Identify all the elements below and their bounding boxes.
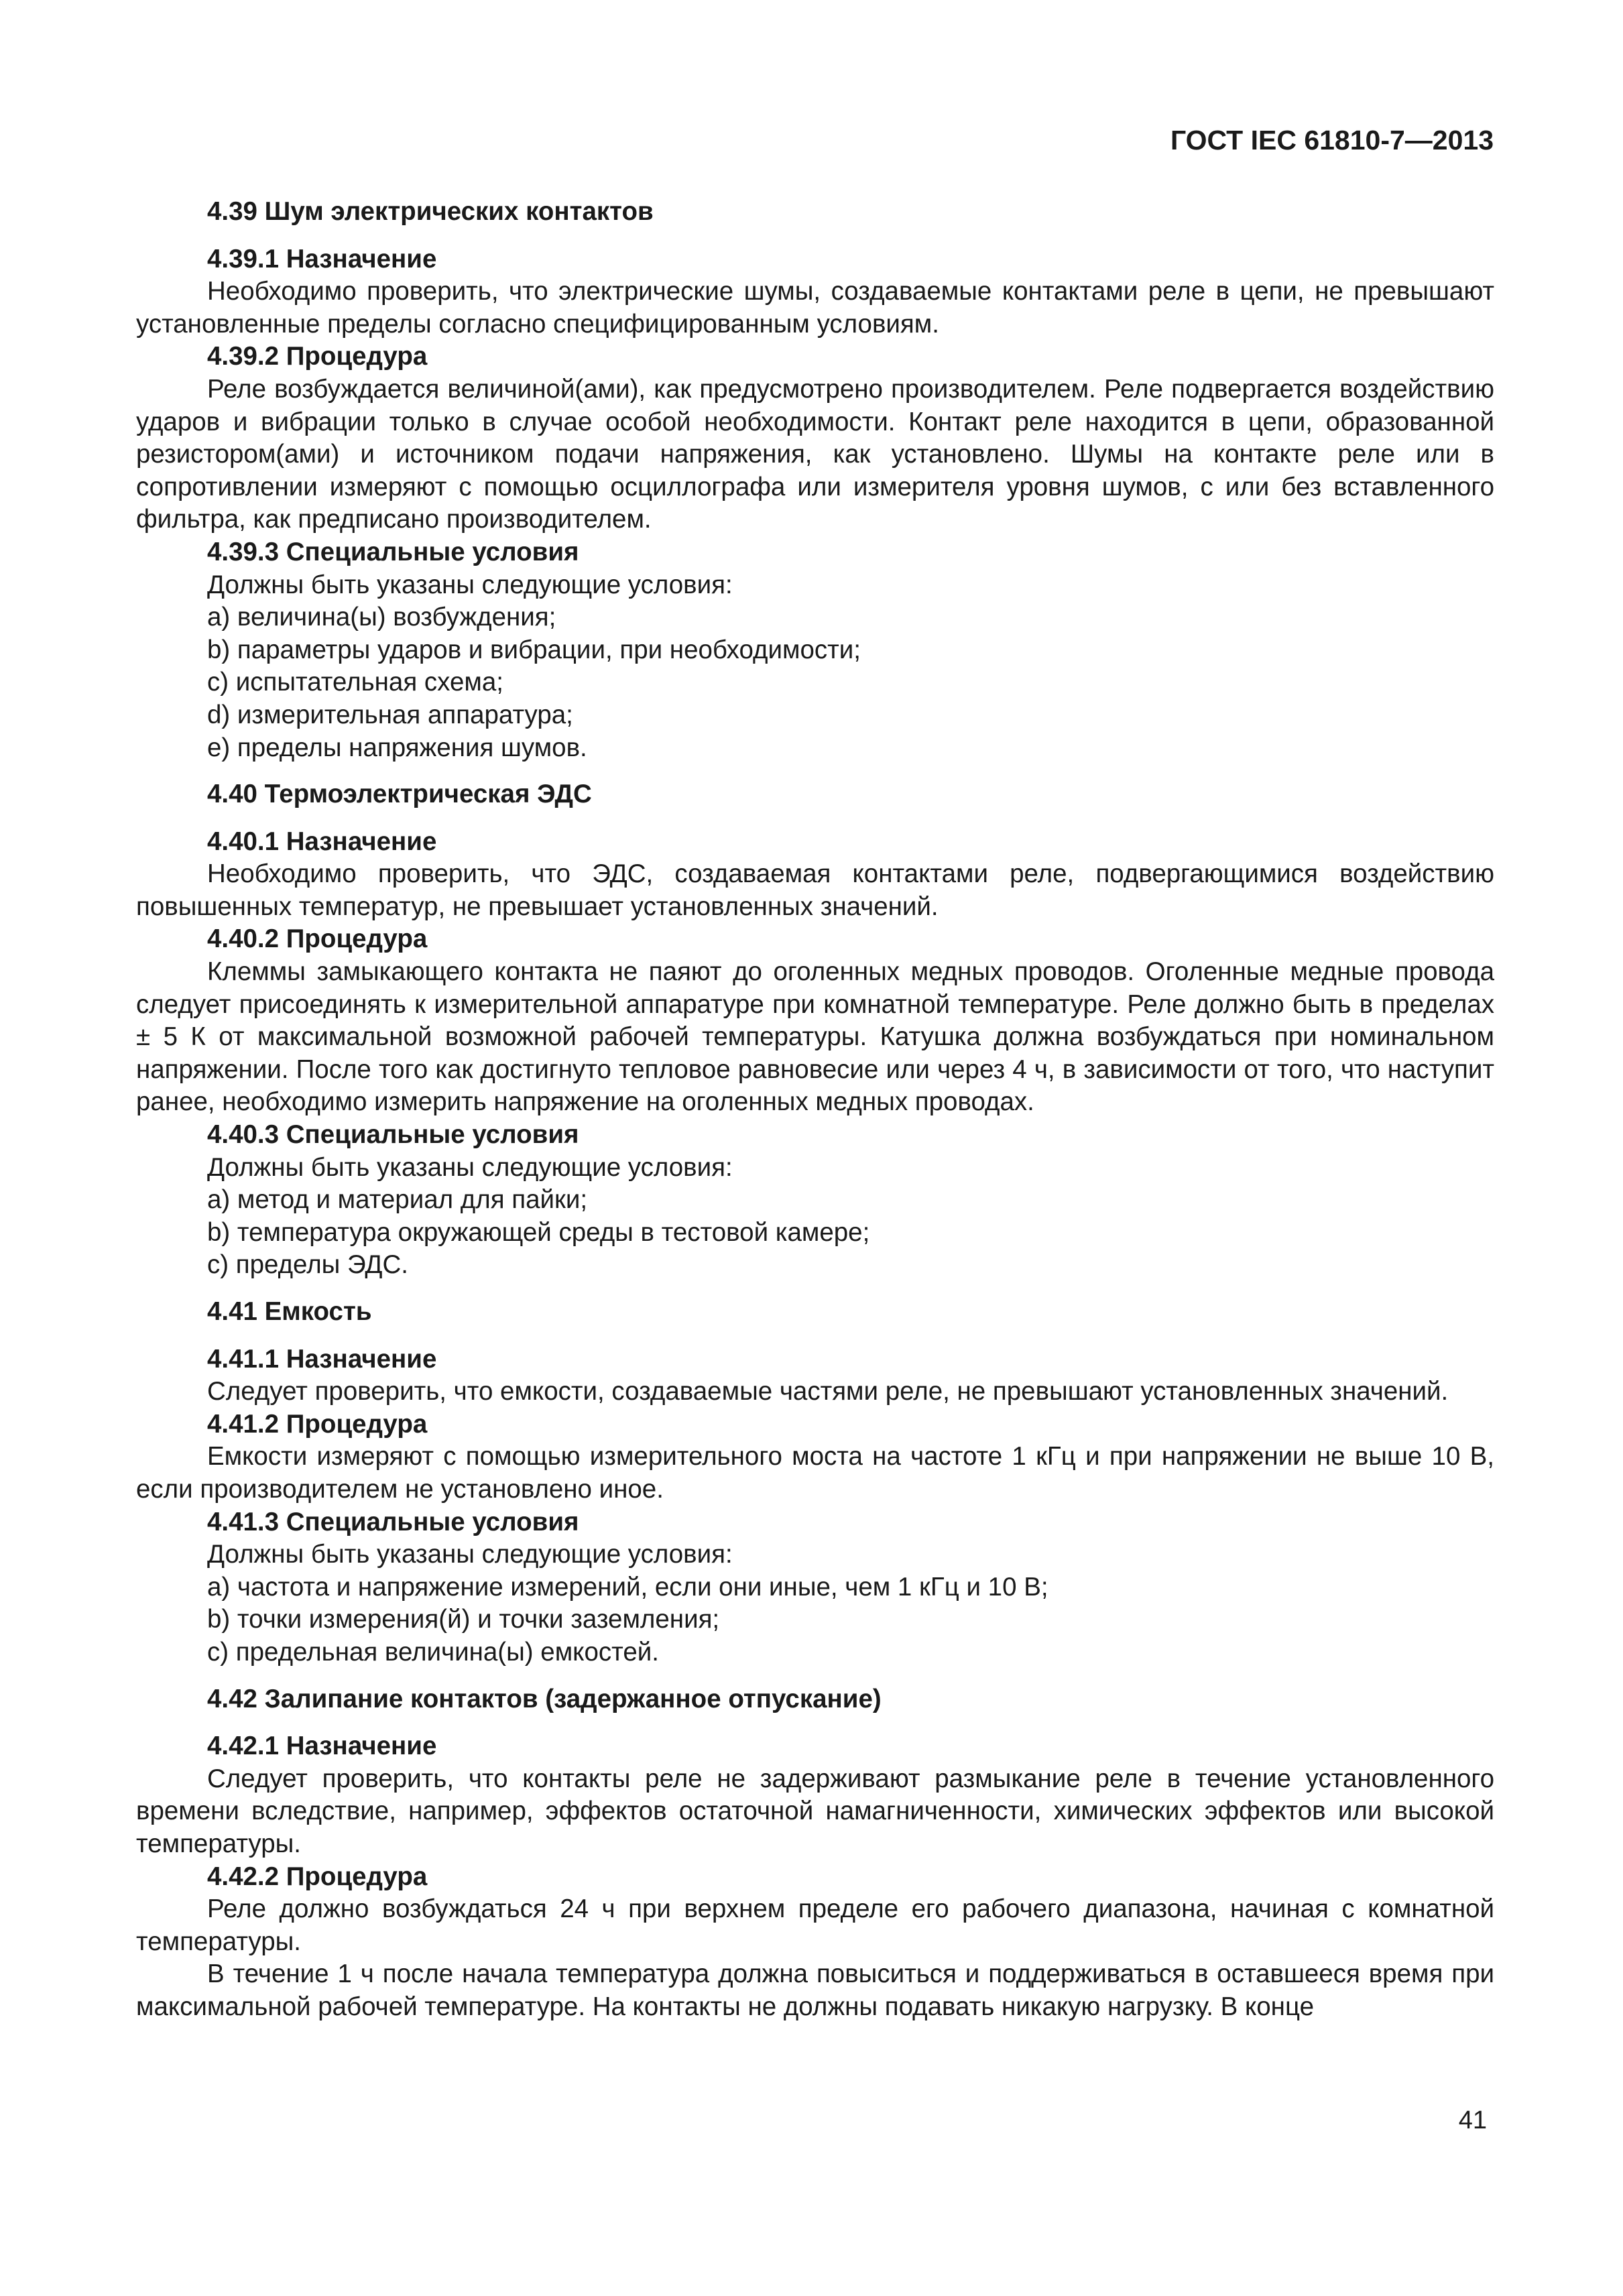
subsection-title-4-40-3: 4.40.3 Специальные условия [207,1120,579,1150]
list-item: c) испытательная схема; [207,668,503,697]
subsection-title-4-40-1: 4.40.1 Назначение [207,827,437,856]
paragraph-4-40-2: Клеммы замыкающего контакта не паяют до оголенных медных проводов. Оголенные медные провода следует присоединять к измерительной аппаратуре при комнатной температуре. Реле должно быть в пределах ± 5 К от максимальной возможной рабочей температуры. Катушка должна возбуждаться при номинальном напряжении. После того как достигнуто тепловое равновесие или через 4 ч, в зависимости от того, что наступит ранее, необходимо измерить напряжение на оголенных медных проводах. [136,957,1494,1117]
subsection-title-4-41-1: 4.41.1 Назначение [207,1344,437,1374]
subsection-title-4-39-2: 4.39.2 Процедура [207,342,428,371]
document-body [136,196,1494,2023]
section-title-4-42: 4.42 Залипание контактов (задержанное отпускание) [207,1684,882,1713]
conditions-intro-4-41-3: Должны быть указаны следующие условия: [207,1540,733,1569]
list-item: a) частота и напряжение измерений, если они иные, чем 1 кГц и 10 В; [207,1572,1048,1602]
subsection-title-4-39-3: 4.39.3 Специальные условия [207,537,579,566]
conditions-intro-4-40-3: Должны быть указаны следующие условия: [207,1152,733,1182]
list-item: d) измерительная аппаратура; [207,700,573,729]
paragraph-4-42-1: Следует проверить, что контакты реле не задерживают размыкание реле в течение установленного времени вследствие, например, эффектов остаточной намагниченности, химических эффектов или высокой температуры. [136,1764,1494,1858]
list-item: b) температура окружающей среды в тестовой камере; [207,1217,870,1247]
list-item: e) пределы напряжения шумов. [207,733,587,762]
paragraph-4-39-1: Необходимо проверить, что электрические шумы, создаваемые контактами реле в цепи, не превышают установленные пределы согласно специфицированным условиям. [136,277,1494,339]
paragraph-4-39-2: Реле возбуждается величиной(ами), как предусмотрено производителем. Реле подвергается воздействию ударов и вибрации только в случае особой необходимости. Контакт реле находится в цепи, образованной резистором(ами) и источником подачи напряжения, как установлено. Шумы на контакте реле или в сопротивлении измеряют с помощью осциллографа или измерителя уровня шумов, с или без вставленного фильтра, как предписано производителем. [136,374,1494,534]
subsection-title-4-41-3: 4.41.3 Специальные условия [207,1507,579,1536]
page-number: 41 [1458,2106,1487,2134]
subsection-title-4-41-2: 4.41.2 Процедура [207,1409,428,1439]
page-header-standard-code: ГОСТ IEC 61810-7—2013 [1170,125,1494,156]
section-title-4-39: 4.39 Шум электрических контактов [207,197,654,226]
subsection-title-4-39-1: 4.39.1 Назначение [207,244,437,274]
paragraph-4-42-2-continued: В течение 1 ч после начала температура должна повыситься и поддерживаться в оставшееся время при максимальной рабочей температуре. На контакты не должны подавать никакую нагрузку. В конце [136,1959,1494,2021]
list-item: a) метод и материал для пайки; [207,1185,588,1215]
list-item: b) параметры ударов и вибрации, при необходимости; [207,635,861,664]
subsection-title-4-42-1: 4.42.1 Назначение [207,1732,437,1761]
section-title-4-40: 4.40 Термоэлектрическая ЭДС [207,780,592,809]
paragraph-4-41-2: Емкости измеряют с помощью измерительного моста на частоте 1 кГц и при напряжении не выше 10 В, если производителем не установлено иное. [136,1442,1494,1504]
paragraph-4-40-1: Необходимо проверить, что ЭДС, создаваемая контактами реле, подвергающимися воздействию повышенных температур, не превышает установленных значений. [136,859,1494,921]
list-item: b) точки измерения(й) и точки заземления; [207,1605,720,1634]
list-item: c) предельная величина(ы) емкостей. [207,1637,659,1667]
subsection-title-4-42-2: 4.42.2 Процедура [207,1862,428,1891]
subsection-title-4-40-2: 4.40.2 Процедура [207,924,428,954]
section-title-4-41: 4.41 Емкость [207,1297,372,1326]
list-item: c) пределы ЭДС. [207,1250,408,1280]
list-item: a) величина(ы) возбуждения; [207,603,556,632]
conditions-intro-4-39-3: Должны быть указаны следующие условия: [207,570,733,599]
paragraph-4-41-1: Следует проверить, что емкости, создаваемые частями реле, не превышают установленных значений. [207,1377,1449,1406]
paragraph-4-42-2: Реле должно возбуждаться 24 ч при верхнем пределе его рабочего диапазона, начиная с комнатной температуры. [136,1894,1494,1956]
